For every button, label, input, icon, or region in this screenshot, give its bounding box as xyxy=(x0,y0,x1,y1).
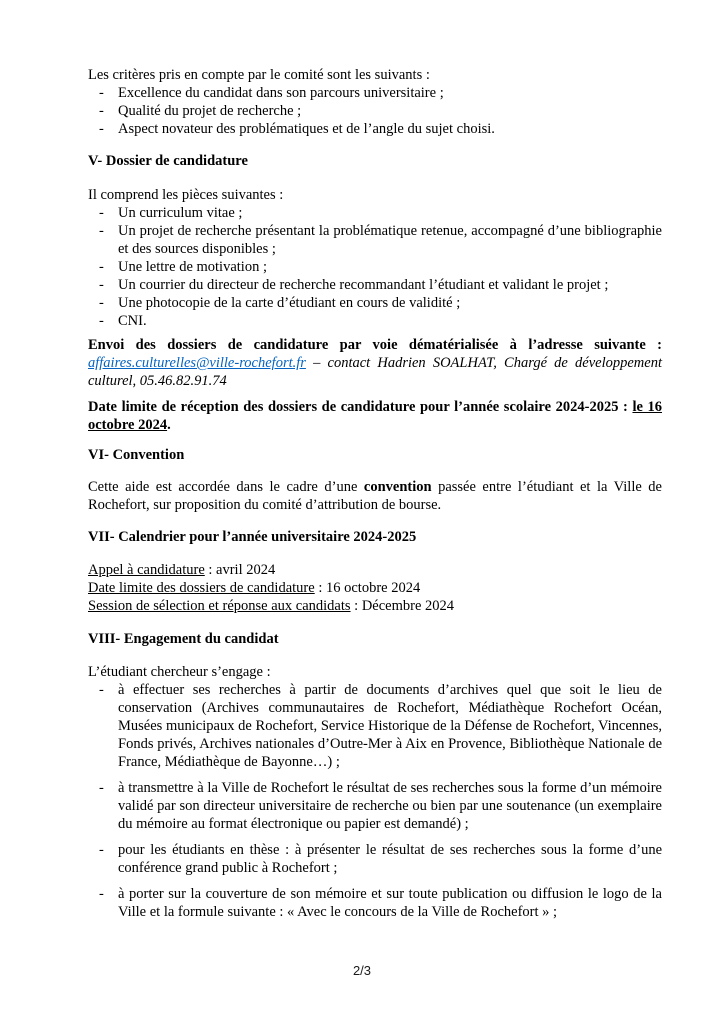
contact-info: – contact Hadrien SOALHAT, Chargé de développement culturel, 05.46.82.91.74 xyxy=(88,355,662,389)
list-dash: - xyxy=(99,682,104,698)
list-item-text: Un curriculum vitae ; xyxy=(118,205,243,221)
submission-lead: Envoi des dossiers de candidature par voie dématérialisée à l’adresse suivante : xyxy=(88,337,662,353)
deadline-paragraph xyxy=(88,398,662,434)
calendar-row xyxy=(88,579,662,597)
list-dash: - xyxy=(99,103,104,119)
list-dash: - xyxy=(99,886,104,902)
calendar-label: Date limite des dossiers de candidature xyxy=(88,580,315,596)
convention-text-after: passée entre l’étudiant et la Ville de Rochefort, sur proposition du comité d’attribution de bourse. xyxy=(88,479,662,513)
deadline-period: . xyxy=(167,417,171,433)
pieces-list xyxy=(88,204,662,330)
list-item xyxy=(88,120,662,138)
section5-intro: Il comprend les pièces suivantes : xyxy=(88,187,284,203)
list-dash: - xyxy=(99,205,104,221)
list-dash: - xyxy=(99,313,104,329)
list-item xyxy=(88,779,662,833)
list-item xyxy=(88,681,662,771)
list-item-text: Un courrier du directeur de recherche recommandant l’étudiant et validant le projet ; xyxy=(118,277,609,293)
section-heading-v: V- Dossier de candidature xyxy=(88,153,248,169)
list-item xyxy=(88,84,662,102)
engagement-intro: L’étudiant chercheur s’engage : xyxy=(88,664,271,680)
section-heading-viii: VIII- Engagement du candidat xyxy=(88,631,279,647)
list-dash: - xyxy=(99,223,104,239)
convention-bold-word: convention xyxy=(363,479,432,495)
list-item xyxy=(88,222,662,258)
section-heading-vii: VII- Calendrier pour l’année universitaire 2024-2025 xyxy=(88,529,417,545)
list-item-text: Qualité du projet de recherche ; xyxy=(118,103,302,119)
list-dash: - xyxy=(99,277,104,293)
calendar-row xyxy=(88,561,662,579)
section-heading-vi: VI- Convention xyxy=(88,447,185,463)
list-dash: - xyxy=(99,780,104,796)
list-item-text: Aspect novateur des problématiques et de l’angle du sujet choisi. xyxy=(118,121,495,137)
list-item-text: à effectuer ses recherches à partir de documents d’archives quel que soit le lieu de conservation (Archives communautaires de Rochefort, Médiathèque Rochefort Océan, Musées municipaux de Rochefort, Service Historique de la Défense de Rochefort, Vincennes, Fonds privés, Archives nationales d’Outre-Mer à Aix en Provence, Bibliothèque Nationale de France, Médiathèque de Bayonne…) ; xyxy=(118,682,662,770)
list-item-text: pour les étudiants en thèse : à présenter le résultat de ses recherches sous la forme d’une conférence grand public à Rochefort ; xyxy=(118,842,662,876)
calendar-value: : Décembre 2024 xyxy=(350,598,455,614)
list-item-text: Un projet de recherche présentant la problématique retenue, accompagné d’une bibliographie et des sources disponibles ; xyxy=(118,223,662,257)
list-item xyxy=(88,841,662,877)
calendar-label: Appel à candidature xyxy=(88,562,205,578)
list-item-text: CNI. xyxy=(118,313,147,329)
list-item xyxy=(88,885,662,921)
submission-paragraph xyxy=(88,336,662,390)
list-item xyxy=(88,276,662,294)
engagement-list xyxy=(88,681,662,929)
calendar-value: : avril 2024 xyxy=(204,562,276,578)
criteria-list xyxy=(88,84,662,138)
calendar-list xyxy=(88,561,662,615)
list-item xyxy=(88,204,662,222)
list-item xyxy=(88,258,662,276)
list-dash: - xyxy=(99,121,104,137)
list-item-text: à transmettre à la Ville de Rochefort le résultat de ses recherches sous la forme d’un mémoire validé par son directeur universitaire de recherche ou bien par une soutenance (un exemplaire du mémoire au format électronique ou papier est demandé) ; xyxy=(118,780,662,832)
page-number: 2/3 xyxy=(352,963,372,978)
list-dash: - xyxy=(99,842,104,858)
list-item-text: Une photocopie de la carte d’étudiant en cours de validité ; xyxy=(118,295,461,311)
list-dash: - xyxy=(99,85,104,101)
list-dash: - xyxy=(99,259,104,275)
email-link[interactable]: affaires.culturelles@ville-rochefort.fr xyxy=(88,355,306,371)
calendar-value: : 16 octobre 2024 xyxy=(314,580,421,596)
list-item-text: à porter sur la couverture de son mémoire et sur toute publication ou diffusion le logo de la Ville et la formule suivante : « Avec le concours de la Ville de Rochefort » ; xyxy=(118,886,662,920)
convention-paragraph xyxy=(88,478,662,514)
deadline-lead: Date limite de réception des dossiers de candidature pour l’année scolaire 2024-2025 : xyxy=(88,399,633,415)
list-item-text: Excellence du candidat dans son parcours universitaire ; xyxy=(118,85,444,101)
criteria-intro: Les critères pris en compte par le comité sont les suivants : xyxy=(88,67,430,83)
list-item xyxy=(88,312,662,330)
list-item xyxy=(88,294,662,312)
list-item-text: Une lettre de motivation ; xyxy=(118,259,267,275)
convention-text-before: Cette aide est accordée dans le cadre d’une xyxy=(88,479,364,495)
calendar-row xyxy=(88,597,662,615)
list-item xyxy=(88,102,662,120)
calendar-label: Session de sélection et réponse aux candidats xyxy=(88,598,351,614)
deadline-date: le 16 octobre 2024 xyxy=(88,399,662,433)
list-dash: - xyxy=(99,295,104,311)
